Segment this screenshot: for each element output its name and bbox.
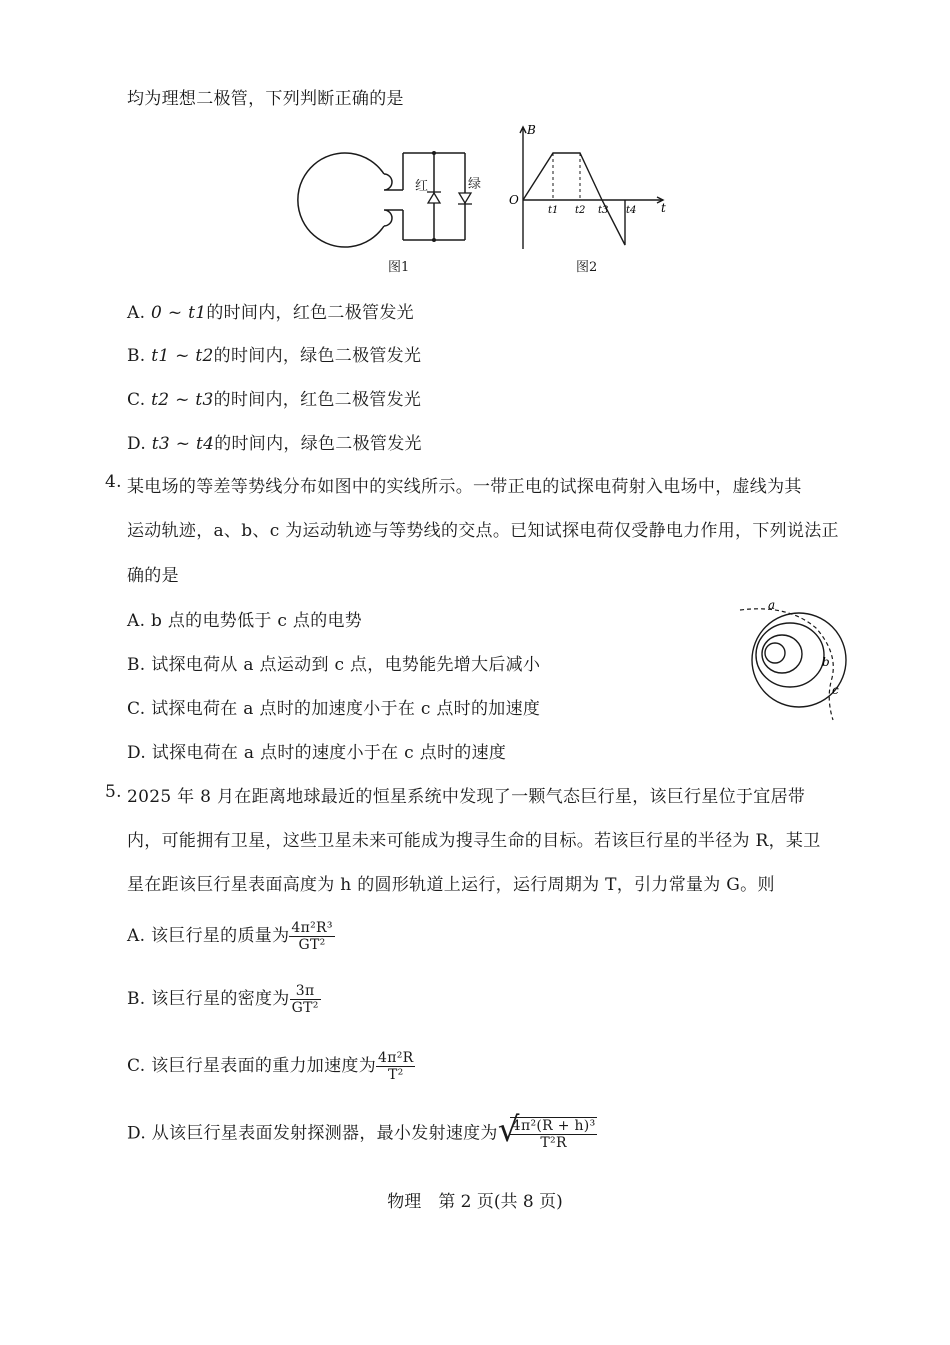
point-b-label: b xyxy=(822,655,830,669)
question-3-tail: 均为理想二极管，下列判断正确的是 xyxy=(127,89,404,109)
axis-b-label: B xyxy=(527,123,536,137)
q5-line-1: 2025 年 8 月在距离地球最近的恒星系统中发现了一颗气态巨行星，该巨行星位于宜居带 xyxy=(127,787,806,807)
page-footer: 物理 第 2 页(共 8 页) xyxy=(387,1192,563,1212)
fraction: $\frac{\text{4π²R³}}{\text{GT²}}$ xyxy=(291,920,333,954)
q5-line-2: 内，可能拥有卫星，这些卫星未来可能成为搜寻生命的目标。若该巨行星的半径为 R，某卫 xyxy=(127,831,821,851)
origin-label: O xyxy=(509,193,519,207)
q3-option-a: A. 0 ~ t1的时间内，红色二极管发光 xyxy=(127,303,414,323)
q5-option-d: D. 从该巨行星表面发射探测器，最小发射速度为 √ $\frac{\text{4π²(R + h)³}}{\text{T²R}}$ xyxy=(127,1110,596,1152)
point-c-label: c xyxy=(832,683,839,697)
q4-option-b: B. 试探电荷从 a 点运动到 c 点，电势能先增大后减小 xyxy=(127,655,541,675)
q5-line-3: 星在距该巨行星表面高度为 h 的圆形轨道上运行，运行周期为 T，引力常量为 G。则 xyxy=(127,875,775,895)
point-a-label: a xyxy=(768,598,776,612)
green-diode-label: 绿 xyxy=(468,177,482,192)
q5-number: 5. xyxy=(105,782,122,802)
q4-option-c: C. 试探电荷在 a 点时的加速度小于在 c 点时的加速度 xyxy=(127,699,541,719)
red-diode-icon xyxy=(427,192,441,203)
red-diode-label: 红 xyxy=(415,179,429,194)
q5-option-a: A. 该巨行星的质量为 $\frac{\text{4π²R³}}{\text{GT²}}$ xyxy=(127,920,333,954)
q5-option-c: C. 该巨行星表面的重力加速度为 $\frac{\text{4π²R}}{\text{T²}}$ xyxy=(127,1050,414,1084)
q4-option-a: A. b 点的电势低于 c 点的电势 xyxy=(127,611,363,631)
tick-t1: t1 xyxy=(548,205,559,216)
q5-option-b: B. 该巨行星的密度为 $\frac{3\pi}{\text{GT²}}$ xyxy=(127,983,319,1017)
tick-t3: t3 xyxy=(598,205,609,216)
q4-number: 4. xyxy=(105,472,122,492)
fraction: $\frac{3\pi}{\text{GT²}}$ xyxy=(291,983,319,1017)
figure-1-caption: 图1 xyxy=(388,260,410,275)
q4-line-1: 某电场的等差等势线分布如图中的实线所示。一带正电的试探电荷射入电场中，虚线为其 xyxy=(127,477,802,497)
tick-t4: t4 xyxy=(626,205,637,216)
q3-option-c: C. t2 ~ t3的时间内，红色二极管发光 xyxy=(127,390,422,410)
q4-line-3: 确的是 xyxy=(127,566,179,586)
figure-2-graph xyxy=(505,122,685,262)
q3-option-b: B. t1 ~ t2的时间内，绿色二极管发光 xyxy=(127,346,422,366)
green-diode-icon xyxy=(458,193,472,204)
figure-equipotential xyxy=(738,598,858,728)
q3-option-d: D. t3 ~ t4的时间内，绿色二极管发光 xyxy=(127,434,422,454)
figure-1-circuit xyxy=(300,140,500,270)
square-root: √ $\frac{\text{4π²(R + h)³}}{\text{T²R}}$ xyxy=(497,1110,596,1152)
tick-t2: t2 xyxy=(575,205,586,216)
axis-t-label: t xyxy=(661,201,666,215)
q4-option-d: D. 试探电荷在 a 点时的速度小于在 c 点时的速度 xyxy=(127,743,507,763)
fraction: $\frac{\text{4π²R}}{\text{T²}}$ xyxy=(378,1050,414,1084)
figure-2-caption: 图2 xyxy=(576,260,598,275)
q4-line-2: 运动轨迹，a、b、c 为运动轨迹与等势线的交点。已知试探电荷仅受静电力作用，下列说法正 xyxy=(127,521,839,541)
